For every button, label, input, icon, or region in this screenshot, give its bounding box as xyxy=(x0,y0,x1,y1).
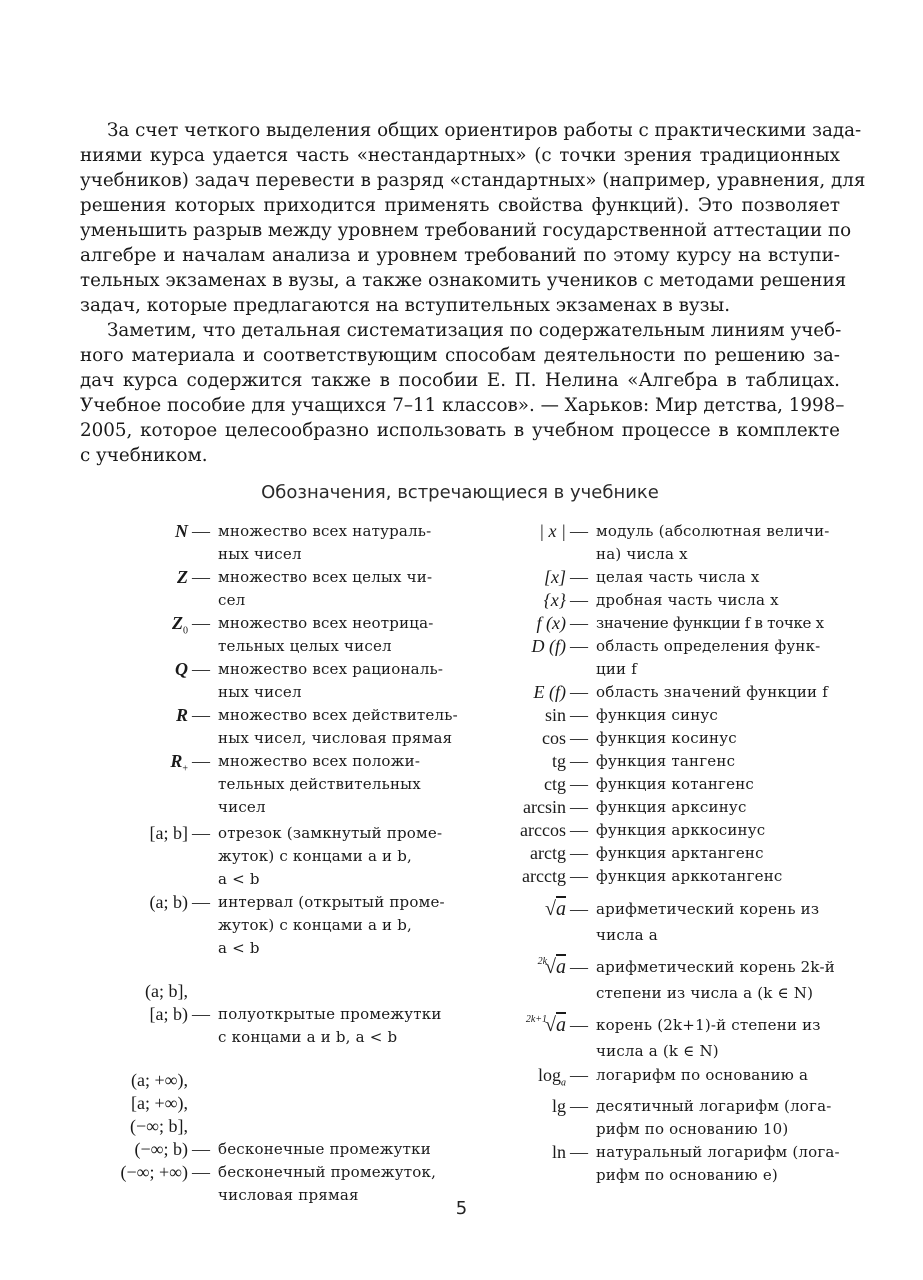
notation-symbol: $\log_a$ xyxy=(537,1065,566,1089)
notation-description: множество всех неотрица- тельных целых чисел xyxy=(218,614,434,655)
notation-entry-arcsin xyxy=(470,796,850,819)
dash: — xyxy=(570,957,588,977)
notation-description: функция арктангенс xyxy=(596,844,764,862)
notation-entry-infinite-1 xyxy=(60,1069,450,1092)
notation-description: множество всех целых чи- сел xyxy=(218,568,433,609)
notation-symbol: arctg xyxy=(530,843,566,863)
notation-description: корень (2k+1)-й степени из числа a (k ∈ N) xyxy=(596,1016,821,1060)
notation-symbol: (−∞; b], xyxy=(130,1116,188,1136)
dash: — xyxy=(192,705,210,725)
notation-description: бесконечные промежутки xyxy=(218,1140,431,1158)
dash: — xyxy=(192,659,210,679)
dash: — xyxy=(192,823,210,843)
notation-description: арифметический корень 2k-й степени из числа a (k ∈ N) xyxy=(596,958,835,1002)
dash: — xyxy=(570,899,588,919)
dash: — xyxy=(192,892,210,912)
text-line: ного материала и соответствующим способам деятельности по решению за- xyxy=(80,345,840,366)
text-line: ниями курса удается часть «нестандартных» (с точки зрения традиционных xyxy=(80,145,840,166)
notation-description: модуль (абсолютная величи- на) числа x xyxy=(596,522,830,563)
dash: — xyxy=(570,728,588,748)
notation-description: десятичный логарифм (лога- рифм по основанию 10) xyxy=(596,1096,832,1138)
notation-description: логарифм по основанию a xyxy=(596,1066,809,1084)
notation-symbol: (−∞; b) xyxy=(134,1139,188,1159)
notation-entry-sin xyxy=(470,704,850,727)
notation-entry-cos xyxy=(470,727,850,750)
notation-description: множество всех рациональ- ных чисел xyxy=(218,660,444,701)
text-line: За счет четкого выделения общих ориентиров работы с практическими зада- xyxy=(107,120,862,141)
notation-column-right xyxy=(470,520,850,1187)
paragraph-2 xyxy=(80,318,845,468)
notation-entry-abs xyxy=(470,520,850,566)
notation-entry-rationals xyxy=(60,658,450,704)
notation-symbol: $Z_0$ xyxy=(172,613,188,637)
notation-entry-halfopen-first xyxy=(60,980,450,1003)
notation-entry-infinite-3 xyxy=(60,1115,450,1138)
notation-entry-ln xyxy=(470,1141,850,1187)
dash: — xyxy=(570,820,588,840)
dash: — xyxy=(570,751,588,771)
text-line: дач курса содержится также в пособии Е. П. Нелина «Алгебра в таблицах. xyxy=(80,370,840,391)
radical-sign: √a xyxy=(545,898,566,920)
notation-description: функция арккосинус xyxy=(596,821,766,839)
dash: — xyxy=(570,843,588,863)
dash: — xyxy=(570,613,588,633)
notation-entry-even-root xyxy=(470,954,850,1006)
dash: — xyxy=(192,613,210,633)
notation-symbol: R xyxy=(175,705,188,725)
notation-entry-floor xyxy=(470,566,850,589)
notation-symbol: (a; b], xyxy=(145,981,188,1001)
dash: — xyxy=(192,1139,210,1159)
notation-symbol: Z xyxy=(177,567,188,587)
notation-entry-naturals xyxy=(60,520,450,566)
radical-sign: $^{2k+1}$√a xyxy=(525,1014,566,1036)
notation-symbol: [x] xyxy=(544,567,566,587)
dash: — xyxy=(192,751,210,771)
notation-entry-integers xyxy=(60,566,450,612)
notation-description: функция косинус xyxy=(596,729,737,747)
notation-entry-arcctg xyxy=(470,865,850,888)
notation-symbol xyxy=(470,1012,566,1042)
notation-entry-segment xyxy=(60,822,450,891)
notation-description: натуральный логарифм (лога- рифм по основанию e) xyxy=(596,1142,840,1184)
notation-description: отрезок (замкнутый проме- жуток) с концами a и b, a < b xyxy=(218,824,443,888)
notation-column-left xyxy=(60,520,458,1207)
dash: — xyxy=(192,521,210,541)
dash: — xyxy=(570,1015,588,1035)
notation-symbol: (a; +∞), xyxy=(131,1070,188,1090)
notation-description: область определения функ- ции f xyxy=(596,637,821,678)
notation-description: множество всех действитель- ных чисел, числовая прямая xyxy=(218,706,458,747)
notation-entry-tg xyxy=(470,750,850,773)
notation-entry-lg xyxy=(470,1095,850,1141)
notation-entry-halfopen xyxy=(60,1003,450,1049)
notation-symbol xyxy=(470,896,566,922)
notation-entry-domain xyxy=(470,635,850,681)
notation-entry-odd-root xyxy=(470,1012,850,1064)
notation-description: дробная часть числа x xyxy=(596,591,779,609)
notation-symbol: E (f) xyxy=(533,682,566,702)
radical-sign: $^{2k}$√a xyxy=(537,956,566,978)
notation-symbol: arcsin xyxy=(523,797,566,817)
notation-description: функция тангенс xyxy=(596,752,736,770)
dash: — xyxy=(570,567,588,587)
notation-entry-range xyxy=(470,681,850,704)
notation-description: бесконечный промежуток, числовая прямая xyxy=(218,1163,437,1204)
text-line: тельных экзаменах в вузы, а также ознакомить учеников с методами решения xyxy=(80,270,847,291)
notation-entry-arctg xyxy=(470,842,850,865)
page-number: 5 xyxy=(455,1198,468,1219)
notation-description: арифметический корень из числа a xyxy=(596,900,820,944)
dash: — xyxy=(570,682,588,702)
notation-description: множество всех положи- тельных действительных чисел xyxy=(218,752,421,816)
notation-symbol: D (f) xyxy=(531,636,566,656)
text-line: 2005, которое целесообразно использовать в учебном процессе в комплекте xyxy=(80,420,840,441)
notation-symbol: $R_+$ xyxy=(170,751,188,775)
notation-entry-arccos xyxy=(470,819,850,842)
notation-symbol: cos xyxy=(542,728,566,748)
text-line: алгебре и началам анализа и уровнем требований по этому курсу на вступи- xyxy=(80,245,840,266)
notation-description: функция котангенс xyxy=(596,775,754,793)
notation-entry-interval xyxy=(60,891,450,960)
notation-symbol: tg xyxy=(551,751,566,771)
dash: — xyxy=(192,567,210,587)
text-line: задач, которые предлагаются на вступительных экзаменах в вузы. xyxy=(80,295,731,316)
notation-entry-fractional-part xyxy=(470,589,850,612)
notation-symbol: (a; b) xyxy=(149,892,188,912)
notation-symbol xyxy=(470,954,566,984)
notation-symbol: (−∞; +∞) xyxy=(120,1162,188,1182)
dash: — xyxy=(192,1004,210,1024)
notation-description: функция арксинус xyxy=(596,798,747,816)
dash: — xyxy=(570,1141,588,1162)
section-title: Обозначения, встречающиеся в учебнике xyxy=(261,482,659,503)
notation-symbol: ln xyxy=(551,1141,566,1162)
dash: — xyxy=(570,1065,588,1085)
dash: — xyxy=(192,1162,210,1182)
dash: — xyxy=(570,866,588,886)
text-line: Заметим, что детальная систематизация по содержательным линиям учеб- xyxy=(107,320,842,341)
dash: — xyxy=(570,521,588,541)
notation-symbol: [a; +∞), xyxy=(131,1093,188,1113)
notation-symbol: f (x) xyxy=(536,613,566,633)
notation-symbol: [a; b) xyxy=(149,1004,188,1024)
text-line: уменьшить разрыв между уровнем требований государственной аттестации по xyxy=(80,220,852,241)
notation-description: множество всех натураль- ных чисел xyxy=(218,522,432,563)
dash: — xyxy=(570,636,588,656)
notation-symbol: N xyxy=(175,521,188,541)
text-line: учебников) задач перевести в разряд «стандартных» (например, уравнения, для xyxy=(80,170,866,191)
notation-entry-function-value xyxy=(470,612,850,635)
notation-symbol: Q xyxy=(175,659,188,679)
notation-description: функция арккотангенс xyxy=(596,867,783,885)
notation-symbol: lg xyxy=(551,1095,566,1116)
notation-description: полуоткрытые промежутки с концами a и b, a < b xyxy=(218,1005,442,1046)
notation-symbol: arcctg xyxy=(522,866,566,886)
paragraph-1 xyxy=(80,118,866,318)
notation-symbol: sin xyxy=(544,705,566,725)
notation-symbol: [a; b] xyxy=(149,823,188,843)
notation-symbol: | x | xyxy=(539,521,566,541)
notation-entry-sqrt xyxy=(470,896,850,948)
notation-description: целая часть числа x xyxy=(596,568,760,586)
text-line: решения которых приходится применять свойства функций). Это позволяет xyxy=(80,195,840,216)
notation-entry-nonneg-integers xyxy=(60,612,450,658)
notation-entry-log xyxy=(470,1064,850,1095)
dash: — xyxy=(570,797,588,817)
notation-entry-reals xyxy=(60,704,458,750)
text-line: Учебное пособие для учащихся 7–11 классов». — Харьков: Мир детства, 1998– xyxy=(80,395,845,416)
notation-entry-infinite-2 xyxy=(60,1092,450,1115)
notation-entry-ctg xyxy=(470,773,850,796)
notation-description: функция синус xyxy=(596,706,719,724)
notation-entry-positive-reals xyxy=(60,750,450,819)
notation-description: значение функции f в точке x xyxy=(596,614,824,632)
dash: — xyxy=(570,705,588,725)
dash: — xyxy=(570,774,588,794)
dash: — xyxy=(570,1095,588,1116)
notation-entry-infinite xyxy=(60,1138,450,1161)
notation-description: область значений функции f xyxy=(596,683,828,701)
notation-symbol: arccos xyxy=(520,820,566,840)
notation-symbol: {x} xyxy=(543,590,566,610)
dash: — xyxy=(570,590,588,610)
notation-description: интервал (открытый проме- жуток) с концами a и b, a < b xyxy=(218,893,445,957)
text-line: с учебником. xyxy=(80,445,208,466)
notation-symbol: ctg xyxy=(544,774,566,794)
